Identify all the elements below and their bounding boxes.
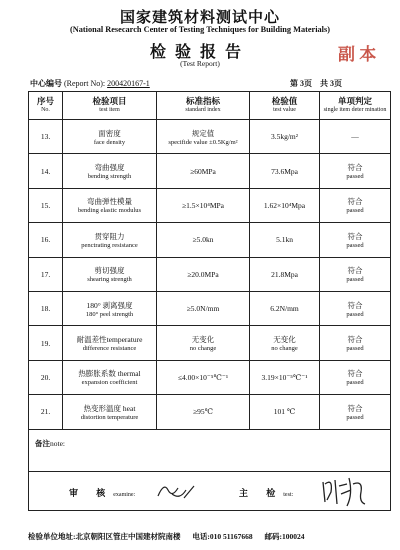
table-row xyxy=(29,223,391,257)
cell-standard-index-text: ≥5.0N/mm xyxy=(186,304,220,314)
table-row xyxy=(29,154,391,188)
cell-determination xyxy=(320,291,391,325)
table-row xyxy=(29,360,391,394)
note-cell xyxy=(29,429,391,471)
cell-no-text: 19. xyxy=(40,338,51,348)
cell-test-value-text: no change xyxy=(271,345,298,353)
cell-determination xyxy=(320,360,391,394)
cell-determination-text: 符合 xyxy=(347,231,363,241)
cell-test-item-text: shearing strength xyxy=(87,276,132,284)
header-test-value: 检验值 test value xyxy=(250,92,320,120)
note-row xyxy=(29,429,391,471)
cell-test-value xyxy=(250,188,320,222)
cell-test-item xyxy=(63,291,157,325)
cell-test-item-text: distortion temperature xyxy=(80,413,139,421)
cell-determination xyxy=(320,326,391,360)
cell-standard-index xyxy=(157,360,250,394)
cell-standard-index-text: specifide value ±0.5Kg/m² xyxy=(168,138,238,146)
cell-standard-index xyxy=(157,188,250,222)
examiner-signature xyxy=(154,478,198,504)
table-row xyxy=(29,291,391,325)
cell-determination-text: passed xyxy=(346,207,364,215)
cell-standard-index-text: ≥20.0MPa xyxy=(187,269,219,279)
cell-standard-index-text: ≤4.00×10⁻⁵℃⁻¹ xyxy=(177,372,229,382)
tester-signature xyxy=(319,474,371,508)
cell-determination-text: passed xyxy=(346,276,364,284)
cell-standard-index xyxy=(157,291,250,325)
cell-determination-text: 符合 xyxy=(347,369,363,379)
cell-test-value xyxy=(250,395,320,429)
cell-determination xyxy=(320,395,391,429)
cell-test-item-text: 面密度 xyxy=(98,128,121,138)
signature-row xyxy=(29,471,391,510)
cell-standard-index-text: 规定值 xyxy=(191,128,215,138)
page-total: 共 3页 xyxy=(320,79,342,88)
cell-test-item xyxy=(63,395,157,429)
table-row xyxy=(29,326,391,360)
org-name-cn: 国家建筑材料测试中心 xyxy=(119,10,280,26)
cell-determination xyxy=(320,257,391,291)
cell-test-value-text: 3.5kg/m² xyxy=(270,132,299,142)
cell-determination-text: passed xyxy=(346,241,364,249)
cell-test-item-text: penctrating resistance xyxy=(81,241,138,249)
cell-standard-index-text: ≥5.0kn xyxy=(192,235,214,245)
table-header-row xyxy=(29,92,391,120)
cell-test-value-text: 6.2N/mm xyxy=(270,304,299,314)
cell-no xyxy=(29,326,63,360)
cell-no xyxy=(29,154,63,188)
cell-determination-text: 符合 xyxy=(347,197,363,207)
cell-test-item-text: 弯曲弹性模量 xyxy=(87,197,132,207)
cell-determination-text: passed xyxy=(346,310,364,318)
cell-test-value-text: 3.19×10⁻⁵℃⁻¹ xyxy=(261,372,308,382)
cell-standard-index xyxy=(157,257,250,291)
cell-test-value xyxy=(250,154,320,188)
cell-test-item-text: 180° peel strength xyxy=(85,310,134,318)
cell-test-value xyxy=(250,326,320,360)
examine-label: 审 核examine: xyxy=(69,487,136,498)
cell-no-text: 16. xyxy=(40,235,51,245)
page-current: 第 3页 xyxy=(290,79,312,88)
table-row xyxy=(29,257,391,291)
cell-determination-text: passed xyxy=(346,173,364,181)
cell-no-text: 18. xyxy=(40,304,51,314)
footer-info xyxy=(28,531,314,542)
cell-test-item xyxy=(63,154,157,188)
cell-standard-index xyxy=(157,120,250,154)
cell-test-value xyxy=(250,291,320,325)
cell-test-item xyxy=(63,223,157,257)
cell-no-text: 17. xyxy=(40,269,51,279)
cell-test-item xyxy=(63,360,157,394)
cell-determination-text: — xyxy=(351,132,359,142)
cell-test-value-text: 1.62×10⁴Mpa xyxy=(263,200,306,210)
cell-no xyxy=(29,257,63,291)
cell-determination-text: 符合 xyxy=(347,403,363,413)
cell-no xyxy=(29,188,63,222)
signature-cell xyxy=(29,471,391,510)
cell-determination xyxy=(320,154,391,188)
cell-no-text: 15. xyxy=(40,200,51,210)
org-name-en: (National Resecarch Center of Testing Techniques for Building Materials) xyxy=(70,25,330,34)
cell-determination xyxy=(320,120,391,154)
cell-test-item xyxy=(63,257,157,291)
cell-no xyxy=(29,395,63,429)
cell-determination-text: passed xyxy=(346,345,364,353)
note-label: 备注 xyxy=(35,438,50,448)
table-row xyxy=(29,120,391,154)
cell-test-value xyxy=(250,120,320,154)
cell-determination-text: 符合 xyxy=(347,300,363,310)
header-determination: 单项判定 single item deter mination xyxy=(320,92,391,120)
cell-test-item-text: 热膨胀系数 thermal xyxy=(78,369,141,379)
note-label-en: note: xyxy=(50,438,65,448)
cell-no-text: 20. xyxy=(40,372,51,382)
header-standard-index: 标准指标 standard index xyxy=(157,92,250,120)
report-no-en: (Report No): xyxy=(64,79,106,88)
cell-determination-text: 符合 xyxy=(347,335,363,345)
cell-test-value-text: 无变化 xyxy=(273,335,296,345)
cell-standard-index xyxy=(157,223,250,257)
cell-determination xyxy=(320,188,391,222)
test-results-table xyxy=(28,91,391,511)
copy-stamp: 副 本 xyxy=(338,45,377,64)
cell-test-item-text: 贯穿阻力 xyxy=(94,231,125,241)
cell-test-item-text: 热变形温度 heat xyxy=(83,403,136,413)
page-indicator xyxy=(290,78,342,89)
cell-no xyxy=(29,223,63,257)
report-no-label: 中心编号 xyxy=(30,79,62,88)
cell-standard-index xyxy=(157,326,250,360)
cell-determination-text: 符合 xyxy=(347,266,363,276)
cell-test-item xyxy=(63,188,157,222)
cell-test-item-text: expansion coefficient xyxy=(81,379,138,387)
cell-test-value xyxy=(250,257,320,291)
cell-test-item-text: difference resistance xyxy=(82,345,137,353)
cell-test-value xyxy=(250,223,320,257)
footer-tel: 电话:010 51167668 xyxy=(192,532,253,541)
cell-no xyxy=(29,291,63,325)
cell-no-text: 14. xyxy=(40,166,51,176)
tester-label: 主 检test: xyxy=(239,487,294,498)
cell-no-text: 13. xyxy=(40,132,51,142)
table-row xyxy=(29,188,391,222)
cell-test-value-text: 21.8Mpa xyxy=(271,269,298,279)
header-no: 序号 No. xyxy=(29,92,63,120)
footer-address: 检验单位地址:北京朝阳区管庄中国建材院南楼 xyxy=(28,532,181,541)
cell-standard-index-text: 无变化 xyxy=(191,335,215,345)
cell-determination-text: passed xyxy=(346,379,364,387)
report-no-value: 200420167-1 xyxy=(107,79,150,88)
report-number-line xyxy=(30,78,150,89)
cell-standard-index-text: ≥60MPa xyxy=(190,166,216,176)
cell-standard-index-text: ≥1.5×10⁴MPa xyxy=(181,200,224,210)
cell-determination-text: 符合 xyxy=(347,163,363,173)
cell-no-text: 21. xyxy=(40,407,51,417)
cell-test-value-text: 73.6Mpa xyxy=(271,166,298,176)
cell-test-item-text: face density xyxy=(93,138,126,146)
cell-standard-index xyxy=(157,154,250,188)
footer-postcode: 邮码:100024 xyxy=(264,532,305,541)
cell-test-item xyxy=(63,326,157,360)
cell-test-value-text: 101 ℃ xyxy=(273,407,296,417)
table-row xyxy=(29,395,391,429)
cell-test-item xyxy=(63,120,157,154)
cell-test-value-text: 5.1kn xyxy=(276,235,293,245)
cell-determination xyxy=(320,223,391,257)
cell-test-item-text: 剪切强度 xyxy=(94,266,125,276)
cell-no xyxy=(29,120,63,154)
cell-test-item-text: 耐温差性temperature xyxy=(76,335,143,345)
report-title-cn: 检验报告 xyxy=(149,44,250,61)
cell-test-item-text: 180° 剥离强度 xyxy=(86,300,133,310)
cell-test-item-text: 弯曲强度 xyxy=(94,163,125,173)
cell-standard-index-text: no change xyxy=(189,345,217,353)
cell-no xyxy=(29,360,63,394)
cell-test-item-text: bending elastic modulus xyxy=(77,207,142,215)
cell-standard-index-text: ≥95℃ xyxy=(192,407,213,417)
cell-test-value xyxy=(250,360,320,394)
header-test-item: 检验项目 test item xyxy=(63,92,157,120)
report-title-en: (Test Report) xyxy=(180,59,220,68)
cell-standard-index xyxy=(157,395,250,429)
cell-determination-text: passed xyxy=(346,413,364,421)
cell-test-item-text: bending strength xyxy=(87,173,132,181)
